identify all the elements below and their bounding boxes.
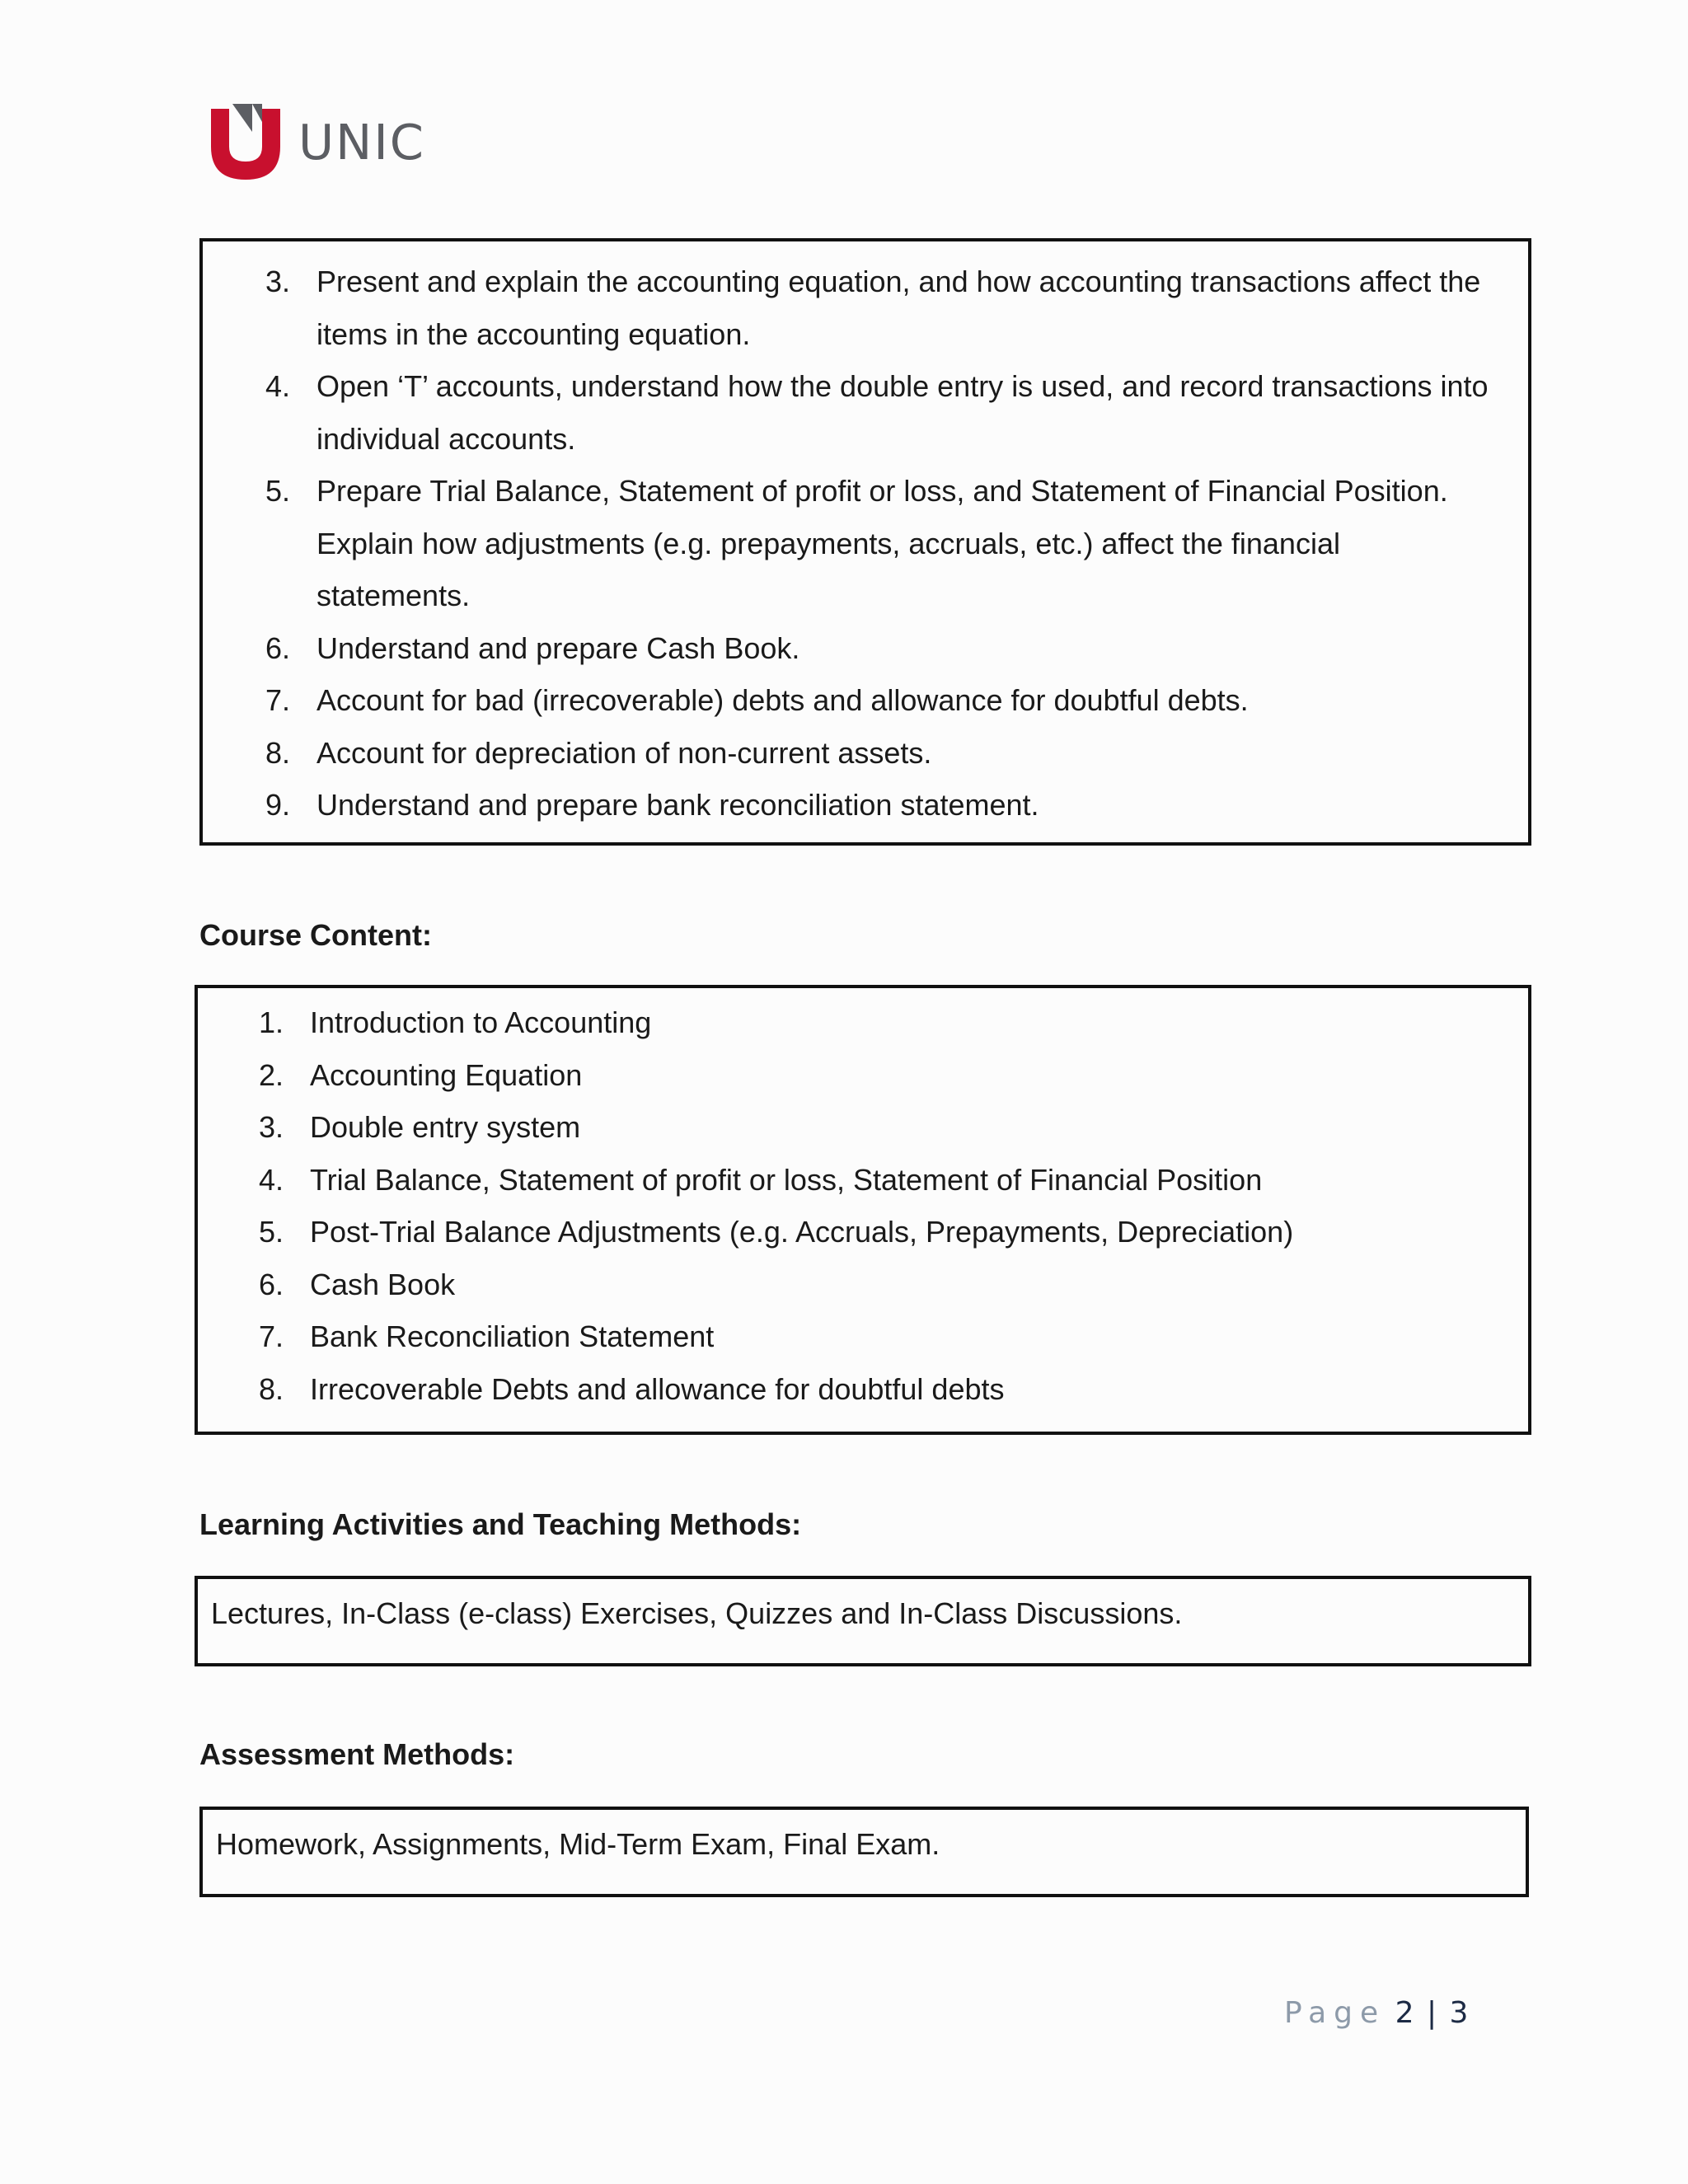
item-number: 8. (265, 735, 291, 770)
item-number: 8. (259, 1371, 284, 1406)
list-item (265, 622, 1503, 675)
item-text: Irrecoverable Debts and allowance for doubtful debts (310, 1371, 1005, 1406)
item-number: 6. (259, 1267, 284, 1301)
unic-logo (211, 104, 425, 180)
item-number: 5. (259, 1215, 284, 1249)
item-text: Open ‘T’ accounts, understand how the double entry is used, and record transactions into individual accounts. (316, 369, 1489, 456)
assessment-box (199, 1807, 1529, 1897)
course-content-list (198, 988, 1528, 1415)
item-text: Trial Balance, Statement of profit or loss, Statement of Financial Position (310, 1162, 1263, 1197)
list-item (259, 1049, 1503, 1102)
list-item (259, 1154, 1503, 1207)
item-number: 2. (259, 1057, 284, 1092)
item-text: Double entry system (310, 1110, 581, 1144)
item-text: Present and explain the accounting equation, and how accounting transactions affect the items in the accounting equation. (316, 265, 1481, 351)
item-text: Understand and prepare Cash Book. (316, 630, 800, 665)
list-item (259, 1310, 1503, 1363)
list-item (265, 360, 1503, 465)
learning-activities-heading: Learning Activities and Teaching Methods: (199, 1507, 802, 1541)
list-item (265, 674, 1503, 727)
assessment-heading: Assessment Methods: (199, 1737, 515, 1771)
item-text: Account for bad (irrecoverable) debts and allowance for doubtful debts. (316, 683, 1249, 717)
item-text: Post-Trial Balance Adjustments (e.g. Accruals, Prepayments, Depreciation) (310, 1215, 1294, 1249)
item-number: 7. (265, 683, 291, 717)
item-text: Introduction to Accounting (310, 1005, 652, 1039)
assessment-text: Homework, Assignments, Mid-Term Exam, Final Exam. (216, 1827, 940, 1861)
course-content-heading: Course Content: (199, 918, 432, 952)
page-number (1284, 1996, 1470, 2030)
list-item (265, 255, 1503, 360)
item-number: 7. (259, 1319, 284, 1353)
item-number: 3. (265, 265, 291, 298)
list-item (265, 779, 1503, 832)
item-text: Bank Reconciliation Statement (310, 1319, 715, 1353)
item-number: 1. (259, 1005, 284, 1039)
unic-shield-icon (211, 104, 280, 180)
learning-outcomes-list (203, 241, 1528, 832)
logo-text: UNIC (298, 113, 425, 171)
course-content-box (195, 985, 1531, 1435)
learning-activities-text: Lectures, In-Class (e-class) Exercises, Quizzes and In-Class Discussions. (211, 1596, 1183, 1630)
list-item (259, 1363, 1503, 1416)
item-text: Understand and prepare bank reconciliation statement. (316, 788, 1039, 822)
item-number: 3. (259, 1110, 284, 1144)
item-number: 4. (259, 1162, 284, 1197)
item-text: Cash Book (310, 1267, 456, 1301)
item-text: Prepare Trial Balance, Statement of profit or loss, and Statement of Financial Position. Explain how adjustments (e.g. prepayments, accruals, etc.) affect the financial statements. (316, 474, 1448, 612)
learning-outcomes-box (199, 238, 1531, 846)
item-text: Account for depreciation of non-current assets. (316, 735, 932, 770)
item-number: 4. (265, 369, 291, 403)
page-count: 2 | 3 (1395, 1996, 1470, 2030)
item-number: 9. (265, 788, 291, 822)
learning-activities-box (195, 1576, 1531, 1666)
list-item (259, 1101, 1503, 1154)
item-number: 6. (265, 630, 291, 665)
list-item (259, 1206, 1503, 1258)
list-item (265, 727, 1503, 780)
list-item (259, 996, 1503, 1049)
list-item (265, 465, 1503, 622)
page-label: Page (1284, 1996, 1386, 2030)
list-item (259, 1258, 1503, 1311)
item-text: Accounting Equation (310, 1057, 583, 1092)
item-number: 5. (265, 474, 291, 508)
